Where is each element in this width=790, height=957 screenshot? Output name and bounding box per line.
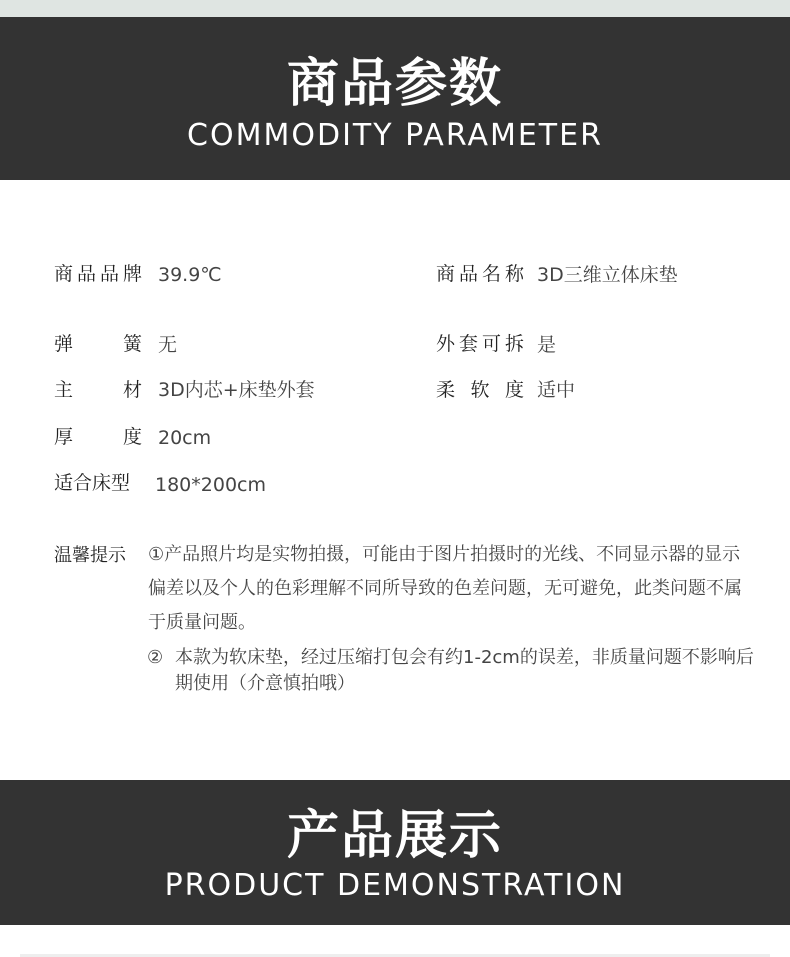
param-value-brand: 39.9℃ <box>158 264 222 286</box>
param-value-thickness: 20cm <box>158 427 212 449</box>
param-value-material: 3D内芯+床垫外套 <box>158 379 315 401</box>
param-label-spring: 弹 簧 <box>54 333 142 355</box>
demonstration-title: 产品展示 <box>286 806 503 866</box>
param-label-bed-size: 适合床型 <box>54 472 131 494</box>
param-label-name: 商 品 名 称 <box>436 263 524 285</box>
notice-item-2-number: ② <box>147 647 164 668</box>
top-strip <box>0 0 790 17</box>
param-label-removable-cover: 外 套 可 拆 <box>436 333 524 355</box>
param-value-bed-size: 180*200cm <box>155 474 266 496</box>
notice-item-2: 本款为软床垫，经过压缩打包会有约1-2cm的误差，非质量问题不影响后期使用（介意慎拍哦） <box>175 647 754 694</box>
parameter-banner <box>0 17 790 180</box>
param-value-spring: 无 <box>158 334 178 356</box>
param-label-thickness: 厚 度 <box>54 426 142 448</box>
notice-item-1: ①产品照片均是实物拍摄，可能由于图片拍摄时的光线、不同显示器的显示偏差以及个人的色彩理解不同所导致的色差问题，无可避免，此类问题不属于质量问题。 <box>148 544 742 633</box>
param-label-material: 主 材 <box>54 379 142 401</box>
demonstration-banner <box>0 780 790 925</box>
param-value-name: 3D三维立体床垫 <box>537 264 678 286</box>
param-value-removable-cover: 是 <box>537 334 557 356</box>
param-value-softness: 适中 <box>537 379 576 401</box>
demonstration-subtitle: PRODUCT DEMONSTRATION <box>164 868 626 903</box>
parameter-title: 商品参数 <box>286 54 503 114</box>
parameter-subtitle: COMMODITY PARAMETER <box>187 118 603 153</box>
param-label-brand: 商 品 品 牌 <box>54 263 142 285</box>
param-label-softness: 柔 软 度 <box>436 379 524 401</box>
notice-label: 温馨提示 <box>54 545 126 566</box>
